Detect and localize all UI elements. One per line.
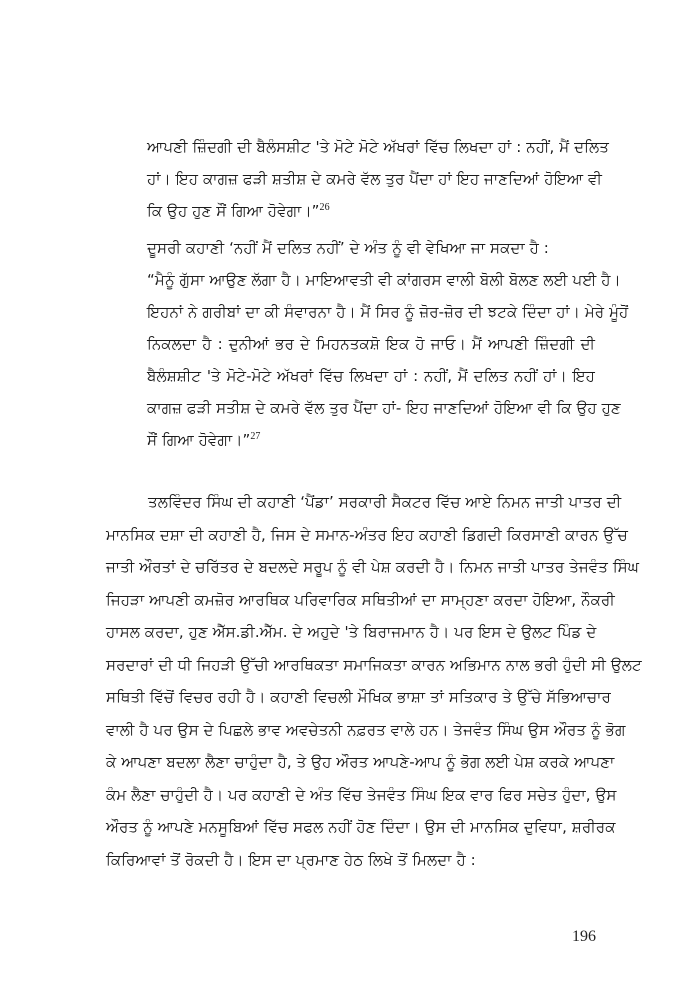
quote-text: ਕਿ ਉਹ ਹੁਣ ਸੌਂ ਗਿਆ ਹੋਵੇਗਾ।” bbox=[147, 202, 320, 220]
paragraph-line: ਜਿਹੜਾ ਆਪਣੀ ਕਮਜ਼ੋਰ ਆਰਥਿਕ ਪਰਿਵਾਰਿਕ ਸਥਿਤੀਆਂ ਦਾ ਸਾਮ੍ਹਣਾ ਕਰਦਾ ਹੋਇਆ, ਨੌਕਰੀ bbox=[106, 591, 615, 609]
quote-line-last bbox=[147, 201, 595, 221]
paragraph-line: ਸਥਿਤੀ ਵਿੱਚੋਂ ਵਿਚਰ ਰਹੀ ਹੈ। ਕਹਾਣੀ ਵਿਚਲੀ ਮੌਖਿਕ ਭਾਸ਼ਾ ਤਾਂ ਸਤਿਕਾਰ ਤੇ ਉੱਚੇ ਸੱਭਿਆਚਾਰ bbox=[106, 688, 611, 706]
quote-line: “ਮੈਨੂੰ ਗੁੱਸਾ ਆਉਣ ਲੱਗਾ ਹੈ। ਮਾਇਆਵਤੀ ਵੀ ਕਾਂਗਰਸ ਵਾਲੀ ਬੋਲੀ ਬੋਲਣ ਲਈ ਪਈ ਹੈ। bbox=[147, 271, 621, 289]
paragraph-line: ਜਾਤੀ ਔਰਤਾਂ ਦੇ ਚਰਿੱਤਰ ਦੇ ਬਦਲਦੇ ਸਰੂਪ ਨੂੰ ਵੀ ਪੇਸ਼ ਕਰਦੀ ਹੈ। ਨਿਮਨ ਜਾਤੀ ਪਾਤਰ ਤੇਜਵੰਤ ਸਿੰਘ bbox=[106, 558, 640, 576]
footnote-marker: 26 bbox=[319, 202, 330, 213]
quote-line: ਬੈਲੰਸ਼ਸ਼ੀਟ 'ਤੇ ਮੋਟੇ-ਮੋਟੇ ਅੱਖਰਾਂ ਵਿੱਚ ਲਿਖਦਾ ਹਾਂ : ਨਹੀਂ, ਮੈਂ ਦਲਿਤ ਨਹੀਂ ਹਾਂ। ਇਹ bbox=[147, 367, 595, 385]
quote-line: ਆਪਣੀ ਜ਼ਿੰਦਗੀ ਦੀ ਬੈਲੰਸਸ਼ੀਟ 'ਤੇ ਮੋਟੇ ਮੋਟੇ ਅੱਖਰਾਂ ਵਿੱਚ ਲਿਖਦਾ ਹਾਂ : ਨਹੀਂ, ਮੈਂ ਦਲਿਤ bbox=[147, 138, 609, 156]
paragraph-line: ਹਾਸਲ ਕਰਦਾ, ਹੁਣ ਐੱਸ.ਡੀ.ਐੱਮ. ਦੇ ਅਹੁਦੇ 'ਤੇ ਬਿਰਾਜਮਾਨ ਹੈ। ਪਰ ਇਸ ਦੇ ਉਲਟ ਪਿੰਡ ਦੇ bbox=[106, 623, 597, 641]
quote-text: ਸੌਂ ਗਿਆ ਹੋਵੇਗਾ।” bbox=[147, 431, 251, 449]
paragraph-line: ਕੰਮ ਲੈਣਾ ਚਾਹੁੰਦੀ ਹੈ। ਪਰ ਕਹਾਣੀ ਦੇ ਅੰਤ ਵਿੱਚ ਤੇਜਵੰਤ ਸਿੰਘ ਇਕ ਵਾਰ ਫਿਰ ਸਚੇਤ ਹੁੰਦਾ, ਉਸ bbox=[106, 786, 617, 804]
paragraph-line: ਕੇ ਆਪਣਾ ਬਦਲਾ ਲੈਣਾ ਚਾਹੁੰਦਾ ਹੈ, ਤੇ ਉਹ ਔਰਤ ਆਪਣੇ-ਆਪ ਨੂੰ ਭੋਗ ਲਈ ਪੇਸ਼ ਕਰਕੇ ਆਪਣਾ bbox=[106, 753, 615, 771]
quote-line: ਨਿਕਲਦਾ ਹੈ : ਦੁਨੀਆਂ ਭਰ ਦੇ ਮਿਹਨਤਕਸ਼ੋ ਇਕ ਹੋ ਜਾਓ। ਮੈਂ ਆਪਣੀ ਜ਼ਿੰਦਗੀ ਦੀ bbox=[147, 335, 595, 353]
quote-line: ਹਾਂ। ਇਹ ਕਾਗਜ਼ ਫੜੀ ਸ਼ਤੀਸ਼ ਦੇ ਕਮਰੇ ਵੱਲ ਤੁਰ ਪੈਂਦਾ ਹਾਂ ਇਹ ਜਾਣਦਿਆਂ ਹੋਇਆ ਵੀ bbox=[147, 170, 603, 188]
paragraph-line: ਔਰਤ ਨੂੰ ਆਪਣੇ ਮਨਸੂਬਿਆਂ ਵਿੱਚ ਸਫਲ ਨਹੀਂ ਹੋਣ ਦਿੰਦਾ। ਉਸ ਦੀ ਮਾਨਸਿਕ ਦੁਵਿਧਾ, ਸ਼ਰੀਰਕ bbox=[106, 818, 616, 836]
footnote-marker: 27 bbox=[250, 431, 261, 442]
quote-line: ਇਹਨਾਂ ਨੇ ਗਰੀਬਾਂ ਦਾ ਕੀ ਸੰਵਾਰਨਾ ਹੈ। ਮੈਂ ਸਿਰ ਨੂੰ ਜ਼ੋਰ-ਜ਼ੋਰ ਦੀ ਝਟਕੇ ਦਿੰਦਾ ਹਾਂ। ਮੇਰੇ ਮੂੰਹੋਂ bbox=[147, 303, 629, 321]
quote-line: ਕਾਗਜ਼ ਫੜੀ ਸਤੀਸ਼ ਦੇ ਕਮਰੇ ਵੱਲ ਤੁਰ ਪੈਂਦਾ ਹਾਂ- ਇਹ ਜਾਣਦਿਆਂ ਹੋਇਆ ਵੀ ਕਿ ਉਹ ਹੁਣ bbox=[147, 399, 621, 417]
intro-line: ਦੂਸਰੀ ਕਹਾਣੀ ‘ਨਹੀਂ ਮੈਂ ਦਲਿਤ ਨਹੀਂ’ ਦੇ ਅੰਤ ਨੂੰ ਵੀ ਵੇਖਿਆ ਜਾ ਸਕਦਾ ਹੈ : bbox=[147, 239, 549, 257]
paragraph-line: ਮਾਨਸਿਕ ਦਸ਼ਾ ਦੀ ਕਹਾਣੀ ਹੈ, ਜਿਸ ਦੇ ਸਮਾਨ-ਅੰਤਰ ਇਹ ਕਹਾਣੀ ਡਿਗਦੀ ਕਿਰਸਾਣੀ ਕਾਰਨ ਉੱਚ bbox=[106, 526, 628, 544]
paragraph-line: ਤਲਵਿੰਦਰ ਸਿੰਘ ਦੀ ਕਹਾਣੀ ‘ਪੈਂਡਾ’ ਸਰਕਾਰੀ ਸੈਕਟਰ ਵਿੱਚ ਆਏ ਨਿਮਨ ਜਾਤੀ ਪਾਤਰ ਦੀ bbox=[148, 493, 622, 511]
paragraph-line-last: ਕਿਰਿਆਵਾਂ ਤੋਂ ਰੋਕਦੀ ਹੈ। ਇਸ ਦਾ ਪ੍ਰਮਾਣ ਹੇਠ ਲਿਖੇ ਤੋਂ ਮਿਲਦਾ ਹੈ : bbox=[106, 851, 476, 869]
page-number: 196 bbox=[572, 928, 596, 945]
quote-line-last bbox=[147, 430, 595, 450]
paragraph-line: ਸਰਦਾਰਾਂ ਦੀ ਧੀ ਜਿਹੜੀ ਉੱਚੀ ਆਰਥਿਕਤਾ ਸਮਾਜਿਕਤਾ ਕਾਰਨ ਅਭਿਮਾਨ ਨਾਲ ਭਰੀ ਹੁੰਦੀ ਸੀ ਉਲਟ bbox=[106, 656, 642, 674]
paragraph-line: ਵਾਲੀ ਹੈ ਪਰ ਉਸ ਦੇ ਪਿਛਲੇ ਭਾਵ ਅਵਚੇਤਨੀ ਨਫ਼ਰਤ ਵਾਲੇ ਹਨ। ਤੇਜਵੰਤ ਸਿੰਘ ਉਸ ਔਰਤ ਨੂੰ ਭੋਗ bbox=[106, 721, 626, 739]
